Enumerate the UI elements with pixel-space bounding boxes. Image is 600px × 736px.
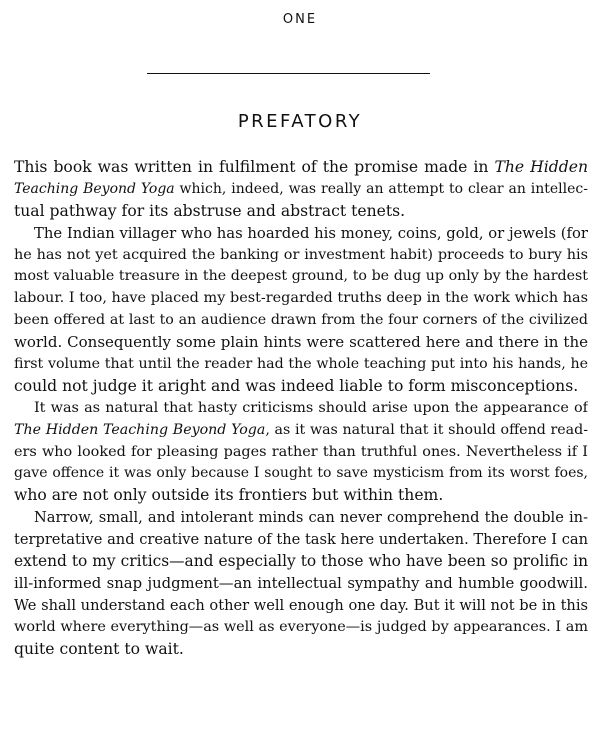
text-line — [14, 463, 588, 485]
text-line — [14, 157, 588, 179]
line-text: world where everything—as well as everyone—is judged by appearances. I am — [14, 618, 588, 635]
text-line — [14, 529, 588, 551]
text-line — [14, 332, 588, 354]
text-line — [14, 485, 588, 507]
body-text — [14, 157, 588, 660]
line-text: We shall understand each other well enough one day. But it will not be in this — [14, 596, 588, 614]
line-text: ers who looked for pleasing pages rather than truthful ones. Nevertheless if I — [14, 443, 588, 460]
line-text: he has not yet acquired the banking or investment habit) proceeds to bury his — [14, 246, 588, 263]
text-line — [14, 617, 588, 639]
text-line — [14, 179, 588, 201]
title-rule — [147, 73, 430, 74]
text-line — [14, 354, 588, 376]
chapter-title: PREFATORY — [237, 111, 363, 132]
line-text: which, indeed, was really an attempt to clear an intellec- — [174, 180, 588, 197]
text-line — [14, 573, 588, 595]
line-text: tual pathway for its abstruse and abstract tenets. — [14, 201, 406, 220]
line-text: labour. I too, have placed my best-regarded truths deep in the work which has — [14, 290, 588, 307]
text-line — [14, 376, 588, 398]
line-text: quite content to wait. — [14, 639, 184, 658]
text-line — [14, 310, 588, 332]
italic-title-text: The Hidden Teaching Beyond Yoga — [14, 421, 266, 438]
italic-title-text: Teaching Beyond Yoga — [14, 180, 175, 197]
text-line — [14, 420, 588, 442]
line-text: This book was written in fulfilment of the promise made in — [14, 158, 495, 176]
line-text: It was as natural that hasty criticisms should arise upon the appearance of — [34, 399, 588, 416]
chapter-number: ONE — [282, 12, 318, 27]
line-text: who are not only outside its frontiers but within them. — [14, 486, 444, 505]
text-line — [14, 245, 588, 267]
italic-title-text: The Hidden — [494, 158, 588, 176]
line-text: ill-informed snap judgment—an intellectual sympathy and humble goodwill. — [14, 574, 588, 592]
text-line — [14, 442, 588, 464]
text-line — [14, 223, 588, 245]
line-text: Narrow, small, and intolerant minds can never comprehend the double in- — [34, 509, 588, 527]
text-line — [14, 288, 588, 310]
text-line — [14, 639, 588, 661]
text-line — [14, 266, 588, 288]
text-line — [14, 201, 588, 223]
text-line — [14, 595, 588, 617]
line-text: could not judge it aright and was indeed liable to form misconceptions. — [14, 376, 579, 395]
line-text: first volume that until the reader had the whole teaching put into his hands, he — [14, 356, 588, 373]
line-text: most valuable treasure in the deepest ground, to be dug up only by the hardest — [14, 268, 588, 285]
line-text: gave offence it was only because I sought to save mysticism from its worst foes, — [14, 465, 588, 482]
text-line — [14, 551, 588, 573]
text-line — [14, 507, 588, 529]
line-text: world. Consequently some plain hints were scattered here and there in the — [14, 333, 588, 352]
line-text: been offered at last to an audience drawn from the four corners of the civilized — [14, 312, 588, 329]
line-text: terpretative and creative nature of the task here undertaken. Therefore I can — [14, 531, 588, 549]
line-text: The Indian villager who has hoarded his money, coins, gold, or jewels (for — [34, 224, 588, 242]
line-text: , as it was natural that it should offend read- — [265, 421, 588, 438]
text-line — [14, 398, 588, 420]
line-text: extend to my critics—and especially to those who have been so prolific in — [14, 552, 588, 571]
